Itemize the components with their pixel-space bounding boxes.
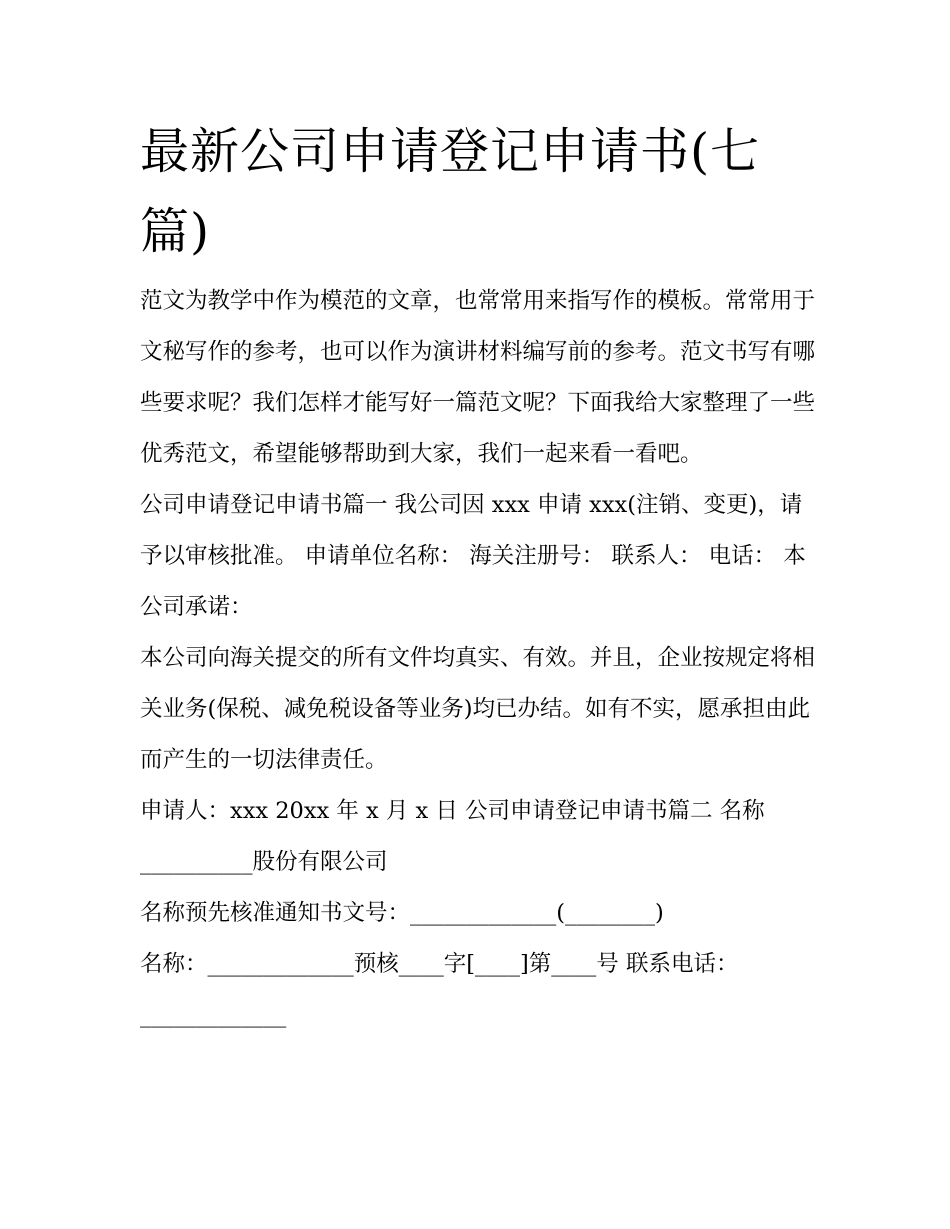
section-one-paragraph: 公司申请登记申请书篇一 我公司因 xxx 申请 xxx(注销、变更)，请予以审核批准。 申请单位名称： 海关注册号： 联系人： 电话： 本公司承诺： bbox=[140, 492, 806, 620]
applicant-paragraph: 申请人：xxx 20xx 年 x 月 x 日 公司申请登记申请书篇二 名称__________股份有限公司 bbox=[140, 798, 765, 875]
document-title: 最新公司申请登记申请书(七篇) bbox=[140, 123, 761, 260]
commitment-paragraph: 本公司向海关提交的所有文件均真实、有效。并且，企业按规定将相关业务(保税、减免税设备等业务)均已办结。如有不实，愿承担由此而产生的一切法律责任。 bbox=[140, 645, 816, 773]
approval-notice-line: 名称预先核准通知书文号：_____________(________) bbox=[140, 900, 664, 926]
name-contact-line: 名称：_____________预核____字[____]第____号 联系电话：_____________ bbox=[140, 951, 739, 1028]
document-body bbox=[140, 276, 820, 1041]
intro-paragraph: 范文为教学中作为模范的文章，也常常用来指写作的模板。常常用于文秘写作的参考，也可以作为演讲材料编写前的参考。范文书写有哪些要求呢？我们怎样才能写好一篇范文呢？下面我给大家整理了一些优秀范文，希望能够帮助到大家，我们一起来看一看吧。 bbox=[140, 288, 816, 467]
